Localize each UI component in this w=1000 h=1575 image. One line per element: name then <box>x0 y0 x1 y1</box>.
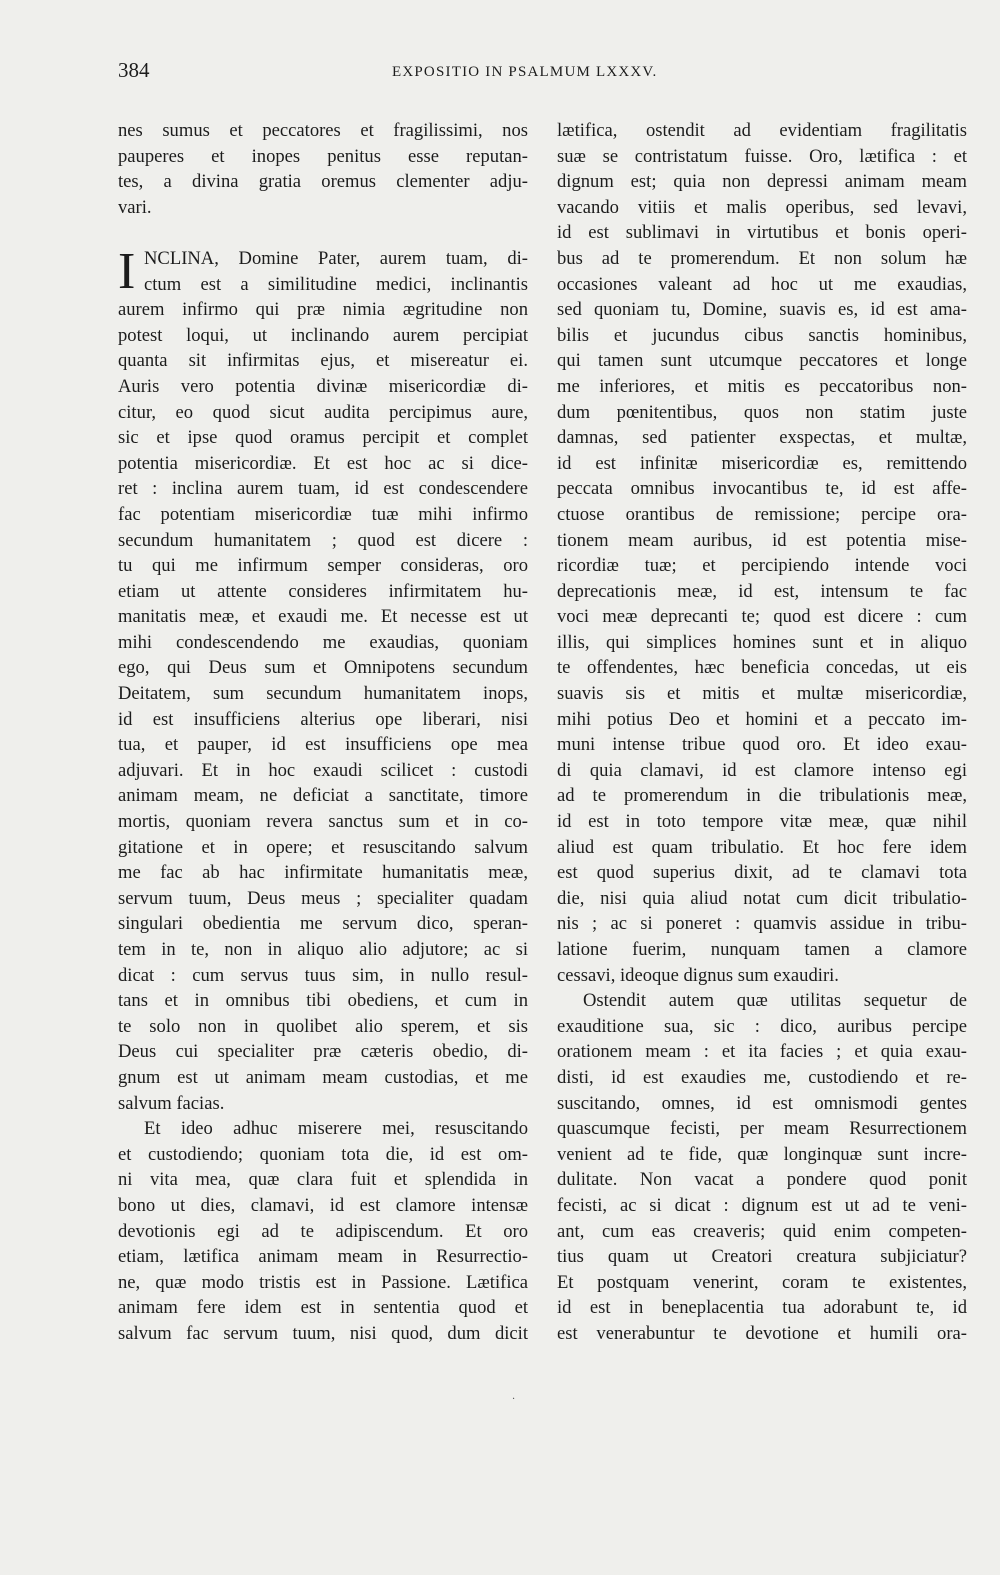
text-line: pauperes et inopes penitus esse reputan- <box>118 145 528 167</box>
text-line: ant, cum eas creaveris; quid enim competen- <box>557 1220 967 1242</box>
text-line: vari. <box>118 196 152 218</box>
text-line: potest loqui, ut inclinando aurem percipiat <box>118 324 528 346</box>
text-line: salvum fac servum tuum, nisi quod, dum dicit <box>118 1322 528 1344</box>
text-line: mihi condescendendo me exaudias, quoniam <box>118 631 528 653</box>
right-column <box>557 118 967 1347</box>
text-line: etiam ut attente consideres infirmitatem hu- <box>118 580 528 602</box>
text-line: te solo non in quolibet alio sperem, et sis <box>118 1015 528 1037</box>
left-column <box>118 118 528 1347</box>
text-line: bono ut dies, clamavi, id est clamore intensæ <box>118 1194 528 1216</box>
paragraph-gap <box>118 220 528 246</box>
text-line: me fac ab hac infirmitate humanitatis meæ, <box>118 862 528 884</box>
text-line: aurem infirmo qui præ nimia ægritudine non <box>118 299 528 321</box>
text-line: Ostendit autem quæ utilitas sequetur de <box>583 990 967 1012</box>
text-line: manitatis meæ, et exaudi me. Et necesse est ut <box>118 606 528 628</box>
text-line: potentia misericordiæ. Et est hoc ac si dice- <box>118 452 528 474</box>
text-line: nes sumus et peccatores et fragilissimi, nos <box>118 120 528 141</box>
text-line: me inferiores, et mitis es peccatoribus non- <box>557 375 967 397</box>
text-line: di quia clamavi, id est clamore intenso egi <box>557 759 967 781</box>
text-line: est quod superius dixit, ad te clamavi tota <box>557 862 967 884</box>
text-line: servum tuum, Deus meus ; specialiter quadam <box>118 887 528 909</box>
text-line: cessavi, ideoque dignus sum exaudiri. <box>557 964 839 986</box>
text-line: orationem meam : et ita facies ; et quia exau- <box>557 1041 967 1063</box>
page-dot: · <box>512 1394 516 1405</box>
text-line: quascumque fecisti, per meam Resurrectionem <box>557 1118 967 1140</box>
text-line: exauditione sua, sic : dico, auribus percipe <box>557 1015 967 1037</box>
text-line: gnum est ut animam meam custodias, et me <box>118 1066 528 1088</box>
text-line: Deitatem, sum secundum humanitatem inops, <box>118 683 528 705</box>
text-line: te offendentes, hæc beneficia concedas, ut eis <box>557 657 967 679</box>
text-line: id est sublimavi in virtutibus et bonis operi- <box>557 222 967 244</box>
text-line: gitatione et in opere; et resuscitando salvum <box>118 836 528 858</box>
text-line: tem in te, non in aliquo alio adjutore; ac si <box>118 939 528 960</box>
text-line: sic et ipse quod oramus percipit et complet <box>118 427 528 449</box>
text-line: deprecationis meæ, id est, intensum te fac <box>557 580 967 602</box>
text-line: ctum est a similitudine medici, inclinantis <box>144 273 528 295</box>
text-line: Auris vero potentia divinæ misericordiæ di- <box>118 375 528 397</box>
text-line: Et ideo adhuc miserere mei, resuscitando <box>144 1118 528 1140</box>
text-line: ctuose orantibus de remissione; percipe ora- <box>557 503 967 525</box>
text-line: ego, qui Deus sum et Omnipotens secundum <box>118 657 528 679</box>
text-line: suscitando, omnes, id est omnismodi gentes <box>557 1092 967 1114</box>
text-line: tes, a divina gratia oremus clementer adju- <box>118 171 528 193</box>
text-line: vacando vitiis et malis operibus, sed levavi, <box>557 196 967 218</box>
text-line: voci meæ deprecanti te; quod est dicere : cum <box>557 606 967 628</box>
text-line: aliud est quam tribulatio. Et hoc fere idem <box>557 836 967 858</box>
text-line: Et postquam venerint, coram te existentes, <box>557 1271 967 1293</box>
text-line: id est in toto tempore vitæ meæ, quæ nihil <box>557 811 967 833</box>
text-line: tu qui me infirmum semper consideras, oro <box>118 555 528 577</box>
text-line: NCLINA, Domine Pater, aurem tuam, di- <box>144 247 528 269</box>
text-line: tius quam ut Creatori creatura subjiciatur? <box>557 1246 967 1268</box>
text-line: fac potentiam misericordiæ tuæ mihi infirmo <box>118 503 528 525</box>
text-line: quanta sit infirmitas ejus, et misereatur ei. <box>118 350 528 372</box>
text-line: latione fuerim, nunquam tamen a clamore <box>557 939 967 960</box>
text-line: secundum humanitatem ; quod est dicere : <box>118 529 528 551</box>
text-line: mihi potius Deo et homini et a peccato im- <box>557 708 967 730</box>
text-line: dum pœnitentibus, quos non statim juste <box>557 401 967 423</box>
text-line: est venerabuntur te devotione et humili ora- <box>557 1322 967 1344</box>
text-line: bus ad te promerendum. Et non solum hæ <box>557 247 967 269</box>
drop-cap-paragraph <box>118 242 528 300</box>
text-line: damnas, sed patienter exspectas, et multæ, <box>557 427 967 449</box>
text-line: id est insufficiens alterius ope liberari, nisi <box>118 708 528 730</box>
text-line: tionem meam auribus, id est potentia mise- <box>557 529 967 551</box>
text-line: fecisti, ac si dicat : dignum est ut ad te veni- <box>557 1194 967 1216</box>
text-line: ret : inclina aurem tuam, id est condescendere <box>118 478 528 500</box>
text-line: salvum facias. <box>118 1092 225 1114</box>
text-line: dignum est; quia non depressi animam meam <box>557 171 967 193</box>
text-line: etiam, lætifica animam meam in Resurrectio- <box>118 1246 528 1268</box>
text-line: occasiones valeant ad hoc ut me exaudias, <box>557 273 967 295</box>
text-line: suavis sis et mitis et multæ misericordiæ, <box>557 683 967 705</box>
text-line: tans et in omnibus tibi obediens, et cum in <box>118 990 528 1012</box>
text-line: mortis, quoniam revera sanctus sum et in co- <box>118 811 528 833</box>
text-line: peccata omnibus invocantibus te, id est affe- <box>557 478 967 500</box>
text-line: qui tamen sunt utcumque peccatores et longe <box>557 350 967 372</box>
text-line: adjuvari. Et in hoc exaudi scilicet : custodi <box>118 759 528 781</box>
text-line: muni intense tribue quod oro. Et ideo exau- <box>557 734 967 756</box>
text-line: et custodiendo; quoniam tota die, id est om- <box>118 1143 528 1165</box>
text-line: singulari obedientia me servum dico, speran- <box>118 913 528 935</box>
running-title: EXPOSITIO IN PSALMUM LXXXV. <box>392 64 658 80</box>
drop-cap-initial: I <box>118 242 136 300</box>
text-line: citur, eo quod sicut audita percipimus aure, <box>118 401 528 423</box>
text-line: ad te promerendum in die tribulationis meæ, <box>557 785 967 807</box>
text-line: animam meam, ne deficiat a sanctitate, timore <box>118 785 528 807</box>
text-line: illis, qui simplices homines sunt et in aliquo <box>557 631 967 653</box>
text-line: animam fere idem est in sententia quod et <box>118 1297 528 1319</box>
text-line: tua, et pauper, id est insufficiens ope mea <box>118 734 528 756</box>
text-line: suæ se contristatum fuisse. Oro, lætifica : et <box>557 145 967 167</box>
text-line: lætifica, ostendit ad evidentiam fragilitatis <box>557 120 967 141</box>
text-line: ricordiæ tuæ; et percipiendo intende voci <box>557 555 967 577</box>
text-line: ne, quæ modo tristis est in Passione. Lætifica <box>118 1271 528 1293</box>
text-line: dulitate. Non vacat a pondere quod ponit <box>557 1169 967 1191</box>
text-line: devotionis egi ad te adipiscendum. Et oro <box>118 1220 528 1242</box>
text-line: id est in beneplacentia tua adorabunt te, id <box>557 1297 967 1319</box>
text-line: dicat : cum servus tuus sim, in nullo resul- <box>118 964 528 986</box>
text-line: Deus cui specialiter præ cæteris obedio, di- <box>118 1041 528 1063</box>
page-number: 384 <box>118 58 150 82</box>
text-line: venient ad te fide, quæ longinquæ sunt incre- <box>557 1143 967 1165</box>
text-line: id est infinitæ misericordiæ es, remittendo <box>557 452 967 474</box>
text-line: nis ; ac si poneret : quamvis assidue in tribu- <box>557 913 967 935</box>
text-line: sed quoniam tu, Domine, suavis es, id est ama- <box>557 299 967 321</box>
text-line: ni vita mea, quæ clara fuit et splendida in <box>118 1169 528 1191</box>
page-header <box>0 58 1000 88</box>
text-line: die, nisi quia aliud notat cum dicit tribulatio- <box>557 887 967 909</box>
text-line: disti, id est exaudies me, custodiendo et re- <box>557 1066 967 1088</box>
text-line: bilis et jucundus cibus sanctis hominibus, <box>557 324 967 346</box>
